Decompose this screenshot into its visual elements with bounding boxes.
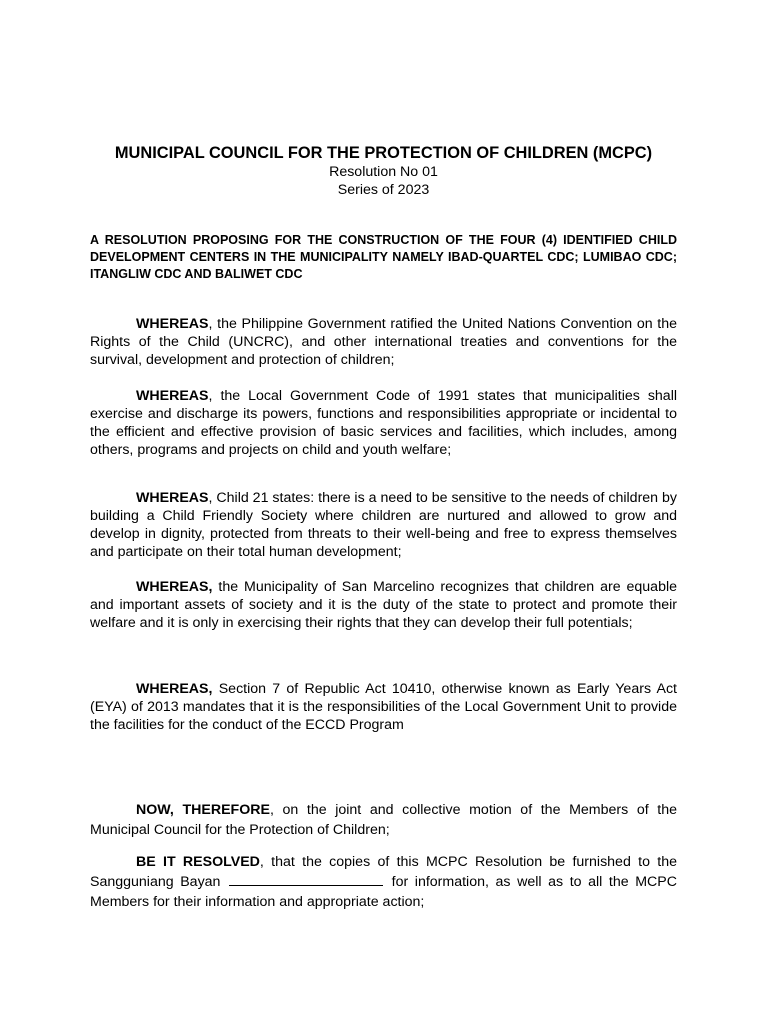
now-therefore-paragraph bbox=[90, 800, 677, 840]
be-it-resolved-paragraph bbox=[90, 852, 677, 912]
paragraph-lead: WHEREAS bbox=[136, 490, 209, 506]
whereas-paragraph-5 bbox=[90, 680, 677, 734]
paragraph-lead: WHEREAS, bbox=[136, 681, 213, 697]
resolution-series: Series of 2023 bbox=[337, 182, 430, 198]
paragraph-text: , on the joint and collective motion of the Members of the Municipal Council for the Protection of Children; bbox=[90, 802, 677, 838]
paragraph-lead: NOW, THEREFORE bbox=[136, 802, 270, 818]
blank-fill-line bbox=[229, 873, 383, 886]
whereas-paragraph-1 bbox=[90, 315, 677, 369]
paragraph-text: , the Philippine Government ratified the United Nations Convention on the Rights of the Child (UNCRC), and other international treaties and conventions for the survival, development and protection of children; bbox=[90, 316, 677, 368]
paragraph-text: for information, as well as to all the MCPC Members for their information and appropriate action; bbox=[90, 874, 677, 910]
paragraph-text: , Child 21 states: there is a need to be sensitive to the needs of children by building a Child Friendly Society where children are nurtured and allowed to grow and develop in dignity, protected from threats to their well-being and free to express themselves and participate on their total human development; bbox=[90, 490, 678, 560]
paragraph-lead: WHEREAS bbox=[136, 388, 209, 404]
paragraph-text: Section 7 of Republic Act 10410, otherwise known as Early Years Act (EYA) of 2013 mandates that it is the responsibilities of the Local Government Unit to provide the facilities for the conduct of the ECCD Program bbox=[90, 681, 677, 733]
whereas-paragraph-3 bbox=[90, 489, 677, 561]
document-title: MUNICIPAL COUNCIL FOR THE PROTECTION OF CHILDREN (MCPC) bbox=[114, 144, 653, 162]
paragraph-text: the Municipality of San Marcelino recognizes that children are equable and important assets of society and it is the duty of the state to protect and promote their welfare and it is only in exercising their rights that they can develop their full potentials; bbox=[90, 579, 677, 631]
paragraph-lead: BE IT RESOLVED bbox=[136, 854, 260, 870]
paragraph-text: , that the copies of this MCPC Resolution be furnished to the Sangguniang Bayan bbox=[90, 854, 677, 890]
paragraph-text: , the Local Government Code of 1991 states that municipalities shall exercise and discharge its powers, functions and responsibilities appropriate or incidental to the efficient and effective provision of basic services and facilities, which includes, among others, programs and projects on child and youth welfare; bbox=[90, 388, 677, 458]
paragraph-lead: WHEREAS, bbox=[136, 579, 213, 595]
whereas-paragraph-2 bbox=[90, 387, 677, 459]
resolution-title: A RESOLUTION PROPOSING FOR THE CONSTRUCTION OF THE FOUR (4) IDENTIFIED CHILD DEVELOPMENT CENTERS IN THE MUNICIPALITY NAMELY IBAD-QUARTEL CDC; LUMIBAO CDC; ITANGLIW CDC AND BALIWET CDC bbox=[90, 233, 677, 281]
resolution-number: Resolution No 01 bbox=[329, 164, 438, 180]
paragraph-lead: WHEREAS bbox=[136, 316, 209, 332]
document-page bbox=[90, 0, 677, 1024]
whereas-paragraph-4 bbox=[90, 578, 677, 632]
